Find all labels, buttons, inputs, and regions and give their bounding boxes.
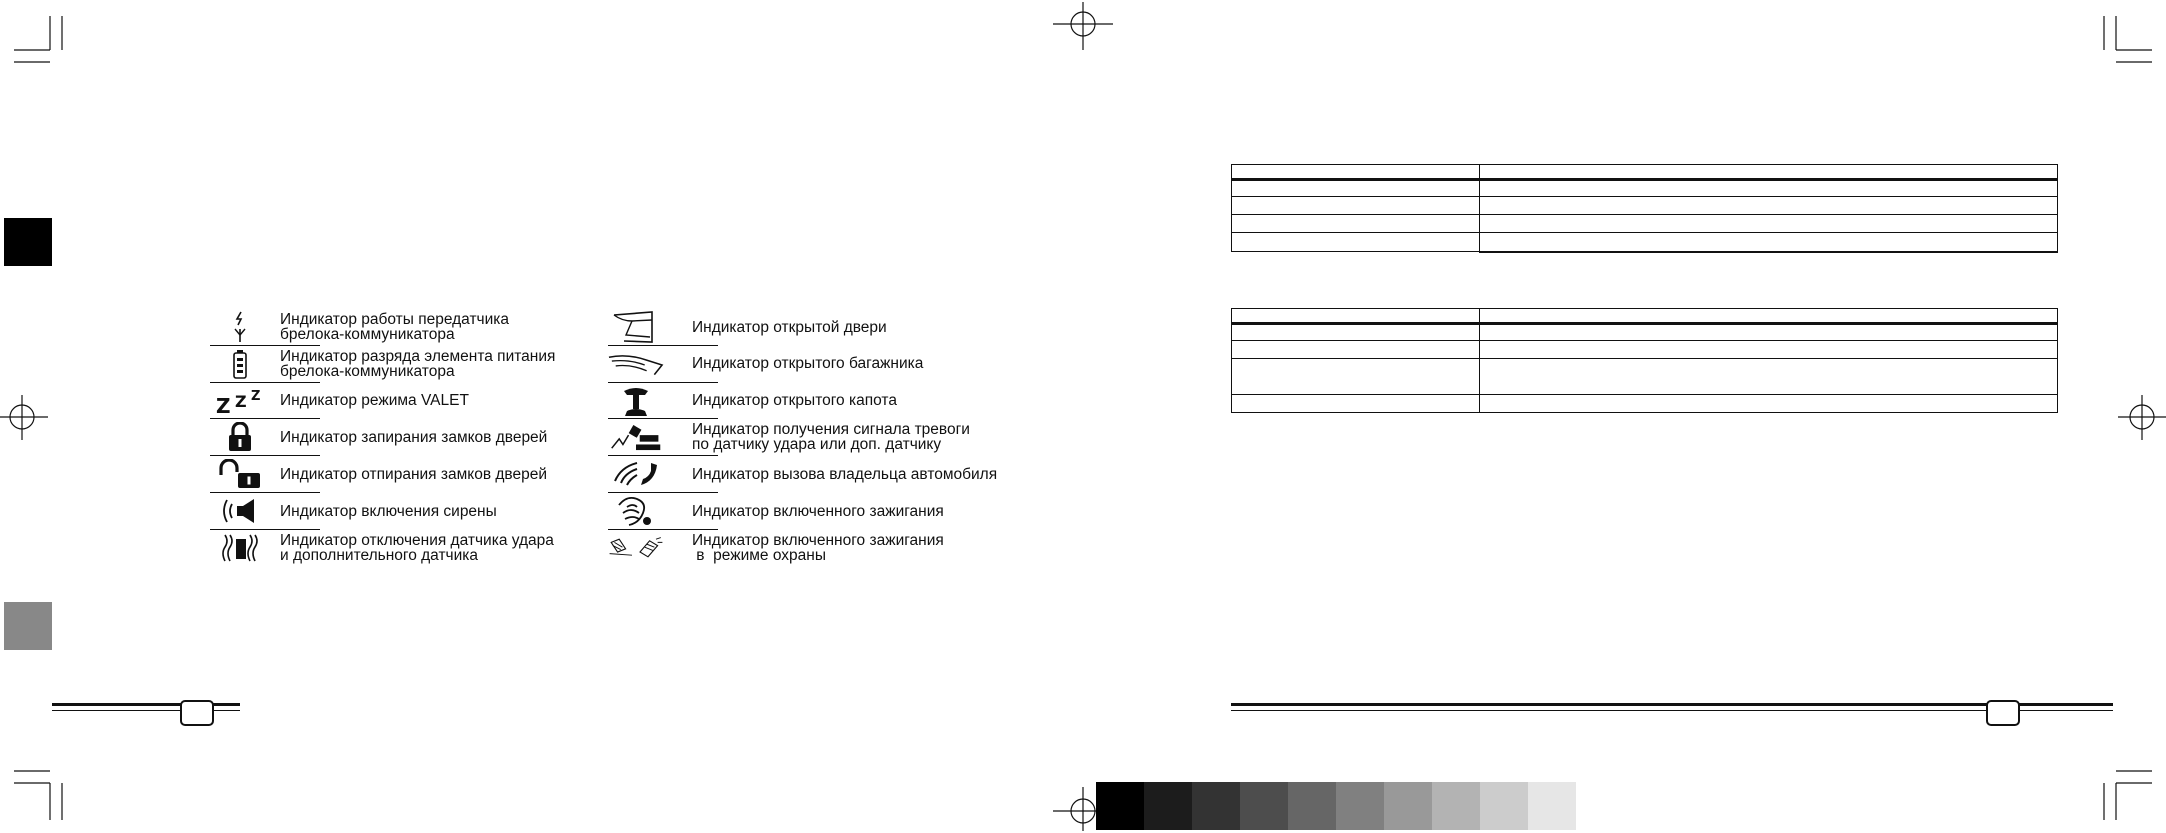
table-row [1232,324,2058,341]
grayscale-swatch [1480,782,1528,830]
grayscale-swatch [1432,782,1480,830]
legend-label [280,493,497,529]
shock-alarm-icon [608,419,664,455]
page-number-tab-left [180,700,214,726]
legend-label-line: Индикатор включенного зажигания [692,502,944,520]
battery-icon [212,346,268,382]
legend-label [692,346,923,382]
grayscale-swatch [1336,782,1384,830]
table-row [1232,197,2058,215]
legend-label-line: Индикатор открытого багажника [692,355,924,373]
footer-rule-right-thin [1231,710,2113,711]
grayscale-swatch [1528,782,1576,830]
legend-label [280,530,554,566]
legend-label-line: Индикатор запирания замков дверей [280,428,548,446]
valet-zzz-icon [212,383,268,419]
legend-label [280,456,547,492]
table-row [1232,215,2058,233]
legend-label [692,309,887,345]
legend-label-line: Индикатор вызова владельца автомобиля [692,465,998,483]
ignition-on-icon [608,493,664,529]
spec-table-2 [1231,308,2058,413]
legend-label-line: Индикатор разряда элемента питания [280,347,556,365]
grayscale-swatch [1192,782,1240,830]
legend-label-line: Индикатор получения сигнала тревоги [692,421,970,439]
spec-table-1 [1231,164,2058,253]
legend-label [280,419,547,455]
legend-label-line: Индикатор открытого капота [692,392,897,410]
legend-label-line: Индикатор работы передатчика [280,311,510,328]
legend-label [280,346,555,382]
grayscale-swatch [1384,782,1432,830]
lock-closed-icon [212,419,268,455]
table-row [1232,395,2058,413]
legend-label-line: и дополнительного датчика [280,546,479,564]
legend-label-line: Индикатор отключения датчика удара [280,531,554,549]
table-row [1232,233,2058,252]
grayscale-swatch [1240,782,1288,830]
owner-call-phone-icon [608,456,664,492]
antenna-signal-icon [212,309,268,345]
legend-label-line: Индикатор включения сирены [280,502,497,520]
table-row [1232,309,2058,324]
legend-label-line: Индикатор открытой двери [692,318,887,336]
grayscale-swatch [1096,782,1144,830]
ignition-armed-icon [608,530,664,566]
legend-label-line: Индикатор включенного зажигания [692,531,944,549]
legend-label-line: в режиме охраны [692,546,826,564]
legend-label [692,530,944,566]
grayscale-swatch [1288,782,1336,830]
legend-label [692,456,997,492]
legend-label-line: Индикатор режима VALET [280,392,469,410]
page-number-tab-right [1986,700,2020,726]
lock-open-icon [212,456,268,492]
legend-label-line: брелока-коммуникатора [280,326,455,343]
grayscale-swatch [1144,782,1192,830]
legend-label-line: брелока-коммуникатора [280,362,455,380]
section-tab-black [4,218,52,266]
legend-label-line: по датчику удара или доп. датчику [692,436,942,454]
legend-label [280,309,509,345]
table-row [1232,165,2058,180]
grayscale-calibration-strip [1096,782,1576,830]
car-hood-open-icon [608,383,664,419]
table-row [1232,180,2058,197]
legend-label [692,383,897,419]
siren-speaker-icon [212,493,268,529]
shock-sensor-off-icon [212,530,268,566]
svg-text:Z: Z [235,391,247,411]
car-door-open-icon [608,309,664,345]
legend-label [692,493,944,529]
svg-text:Z: Z [216,393,231,415]
legend-label [280,383,469,419]
car-trunk-open-icon [608,346,664,382]
legend-label-line: Индикатор отпирания замков дверей [280,465,547,483]
table-row [1232,359,2058,395]
footer-rule-right-thick [1231,703,2113,706]
table-row [1232,341,2058,359]
section-tab-gray [4,602,52,650]
legend-label [692,419,970,455]
svg-text:Z: Z [251,388,261,404]
